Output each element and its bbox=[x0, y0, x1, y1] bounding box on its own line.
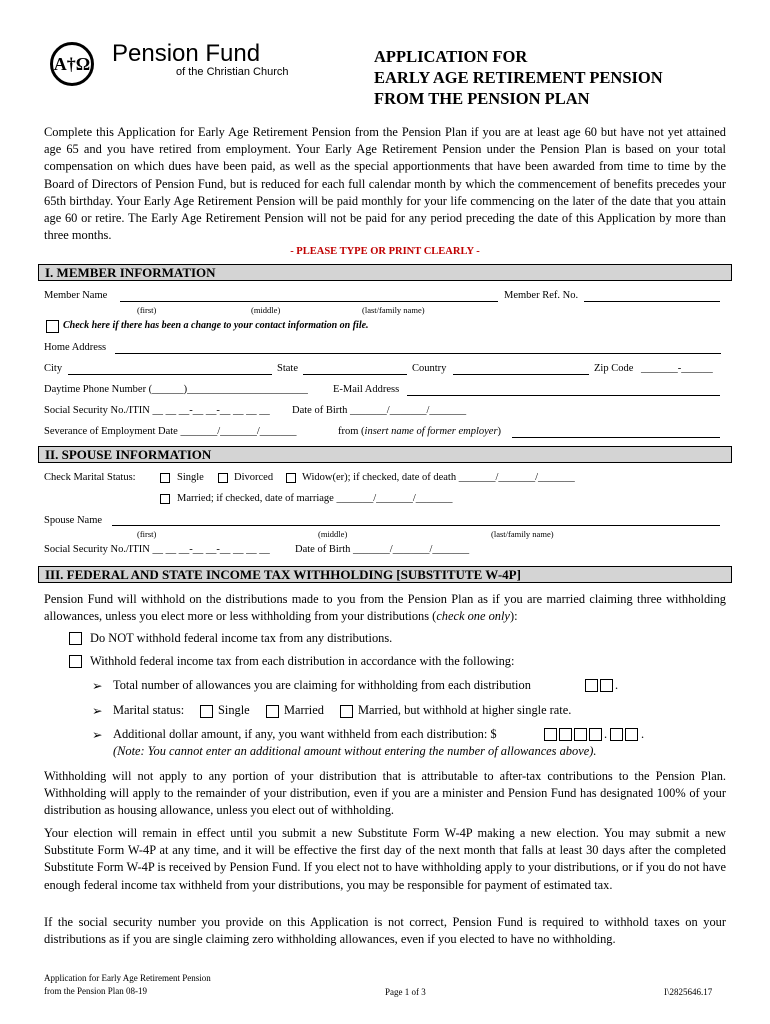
w4p-single-checkbox[interactable] bbox=[200, 705, 213, 718]
married-label: Married; if checked, date of marriage _______/_______/_______ bbox=[177, 493, 453, 504]
page-number: Page 1 of 3 bbox=[385, 987, 426, 997]
amount-cents-box-1[interactable] bbox=[610, 728, 623, 741]
section-spouse-header: II. SPOUSE INFORMATION bbox=[38, 446, 732, 463]
title-line-1: APPLICATION FOR bbox=[374, 47, 528, 66]
member-dob-field[interactable]: Date of Birth _______/_______/_______ bbox=[292, 405, 467, 416]
marital-status-label: Check Marital Status: bbox=[44, 472, 136, 483]
phone-field[interactable]: Daytime Phone Number (______)_______________________ bbox=[44, 384, 308, 395]
member-ref-field[interactable] bbox=[584, 301, 720, 302]
document-code: I\2825646.17 bbox=[664, 987, 713, 997]
email-label: E-Mail Address bbox=[333, 384, 400, 395]
divorced-label: Divorced bbox=[234, 472, 274, 483]
w4p-married-checkbox[interactable] bbox=[266, 705, 279, 718]
zip-label: Zip Code bbox=[594, 363, 634, 374]
print-notice: - PLEASE TYPE OR PRINT CLEARLY - bbox=[290, 246, 480, 257]
spouse-name-field[interactable] bbox=[112, 525, 720, 526]
withholding-paragraph-4: If the social security number you provide on this Application is not correct, Pension Fund is required to withhold taxes on your distributions as if you are single claiming zero withholding allowances, even if you elected to have no withholding. bbox=[44, 915, 726, 947]
divorced-checkbox[interactable] bbox=[218, 473, 228, 483]
allowances-label: Total number of allowances you are claiming for withholding from each distribution bbox=[113, 678, 531, 692]
zip-field[interactable]: _______-______ bbox=[641, 363, 713, 374]
allowances-box-2[interactable] bbox=[600, 679, 613, 692]
arrow-icon: ➢ bbox=[92, 704, 103, 718]
former-employer-field[interactable] bbox=[512, 437, 720, 438]
spouse-first-caption: (first) bbox=[137, 529, 157, 539]
arrow-icon: ➢ bbox=[92, 728, 103, 742]
amount-box-2[interactable] bbox=[559, 728, 572, 741]
footer-form-name bbox=[44, 973, 211, 996]
w4p-single-label: Single bbox=[218, 703, 250, 717]
w4p-higher-rate-label: Married, but withhold at higher single rate. bbox=[358, 703, 572, 717]
last-name-caption: (last/family name) bbox=[362, 305, 425, 315]
w4p-married-label: Married bbox=[284, 703, 324, 717]
no-withhold-checkbox[interactable] bbox=[69, 632, 82, 645]
withholding-paragraph-2: Withholding will not apply to any portion of your distribution that is attributable to after-tax contributions to the Pension Plan. Withholding will apply to the remainder of your distribution, even if you are a minister and Pension Fund has designated 100% of your distribution as housing allowance, unless you elect out of withholding. bbox=[44, 769, 726, 818]
home-address-label: Home Address bbox=[44, 342, 107, 353]
footer-line-2: from the Pension Plan 08-19 bbox=[44, 986, 147, 996]
spouse-dob-field[interactable]: Date of Birth _______/_______/_______ bbox=[295, 544, 470, 555]
no-withhold-label: Do NOT withhold federal income tax from any distributions. bbox=[90, 631, 393, 645]
logo-icon bbox=[50, 42, 94, 86]
section-withholding-header: III. FEDERAL AND STATE INCOME TAX WITHHOLDING [SUBSTITUTE W-4P] bbox=[38, 566, 732, 583]
state-field[interactable] bbox=[303, 374, 407, 375]
member-ref-label: Member Ref. No. bbox=[504, 290, 579, 301]
allowances-box-1[interactable] bbox=[585, 679, 598, 692]
intro-paragraph: Complete this Application for Early Age Retirement Pension from the Pension Plan if you are at least age 60 but have not yet attained age 65 and you have retired from employment. Your Early Age Retirement Pension under the Pension Plan is based on your total compensation on which dues have been paid, as well as the special apportionments that have been awarded from time to time by the Board of Directors of Pension Fund, but is reduced for each full calendar month by which the commencement of benefits precedes your 65th birthday. Your Early Age Retirement Pension will be paid monthly for your life commencing on the later of the date that you attain age 60 or retire. The Early Age Retirement Pension will not be paid for any period preceding the date of this Application by more than three months. bbox=[44, 125, 726, 243]
severance-date-field[interactable]: Severance of Employment Date _______/_______/_______ bbox=[44, 426, 297, 437]
member-name-field[interactable] bbox=[120, 301, 498, 302]
arrow-icon: ➢ bbox=[92, 679, 103, 693]
spouse-ssn-field[interactable]: Social Security No./ITIN __ __ __-__ __-__ __ __ __ bbox=[44, 544, 270, 555]
first-name-caption: (first) bbox=[137, 305, 157, 315]
former-employer-label: from (insert name of former employer) bbox=[338, 426, 502, 437]
section-member-header: I. MEMBER INFORMATION bbox=[38, 264, 732, 281]
amount-box-3[interactable] bbox=[574, 728, 587, 741]
withhold-label: Withhold federal income tax from each distribution in accordance with the following: bbox=[90, 654, 515, 668]
city-label: City bbox=[44, 363, 63, 374]
w4p-higher-rate-checkbox[interactable] bbox=[340, 705, 353, 718]
state-label: State bbox=[277, 363, 298, 374]
spouse-name-label: Spouse Name bbox=[44, 515, 103, 526]
withhold-checkbox[interactable] bbox=[69, 655, 82, 668]
single-checkbox[interactable] bbox=[160, 473, 170, 483]
withholding-paragraph-3: Your election will remain in effect until you submit a new Substitute Form W-4P making a new election. You may submit a new Substitute Form W-4P at any time, and it will be effective the first day of the next month that falls at least 30 days after the completed Substitute Form W-4P is received by Pension Fund. If you elect not to have withholding apply to your distributions, or if you do not have enough federal income tax withheld from your distributions, you may be responsible for payment of estimated tax. bbox=[44, 826, 726, 892]
withholding-intro: Pension Fund will withhold on the distributions made to you from the Pension Plan as if you are married claiming three withholding allowances, unless you elect more or less withholding from your distributions (check one only): bbox=[44, 592, 726, 624]
amount-box-4[interactable] bbox=[589, 728, 602, 741]
logo-text: A†Ω bbox=[53, 53, 91, 74]
spouse-middle-caption: (middle) bbox=[318, 529, 348, 539]
member-name-label: Member Name bbox=[44, 290, 108, 301]
contact-change-checkbox[interactable] bbox=[46, 320, 59, 333]
spouse-last-caption: (last/family name) bbox=[491, 529, 554, 539]
org-name: Pension Fund bbox=[112, 40, 261, 67]
middle-name-caption: (middle) bbox=[251, 305, 281, 315]
country-field[interactable] bbox=[453, 374, 589, 375]
email-field[interactable] bbox=[407, 395, 720, 396]
title-line-3: FROM THE PENSION PLAN bbox=[374, 89, 590, 108]
member-ssn-field[interactable]: Social Security No./ITIN __ __ __-__ __-__ __ __ __ bbox=[44, 405, 270, 416]
marital-status-w4p-label: Marital status: bbox=[113, 703, 185, 717]
widow-label: Widow(er); if checked, date of death _______/_______/_______ bbox=[302, 472, 575, 483]
city-field[interactable] bbox=[68, 374, 272, 375]
additional-amount-label: Additional dollar amount, if any, you want withheld from each distribution: $ bbox=[113, 727, 497, 741]
contact-change-label: Check here if there has been a change to your contact information on file. bbox=[63, 320, 369, 331]
footer-line-1: Application for Early Age Retirement Pension bbox=[44, 973, 211, 983]
document-title bbox=[374, 46, 663, 109]
married-checkbox[interactable] bbox=[160, 494, 170, 504]
single-label: Single bbox=[177, 472, 204, 483]
amount-cents-box-2[interactable] bbox=[625, 728, 638, 741]
title-line-2: EARLY AGE RETIREMENT PENSION bbox=[374, 68, 663, 87]
widow-checkbox[interactable] bbox=[286, 473, 296, 483]
amount-box-1[interactable] bbox=[544, 728, 557, 741]
home-address-field[interactable] bbox=[115, 353, 721, 354]
allowances-note: (Note: You cannot enter an additional amount without entering the number of allowances above). bbox=[113, 744, 597, 758]
country-label: Country bbox=[412, 363, 447, 374]
org-subtitle: of the Christian Church bbox=[176, 66, 289, 78]
